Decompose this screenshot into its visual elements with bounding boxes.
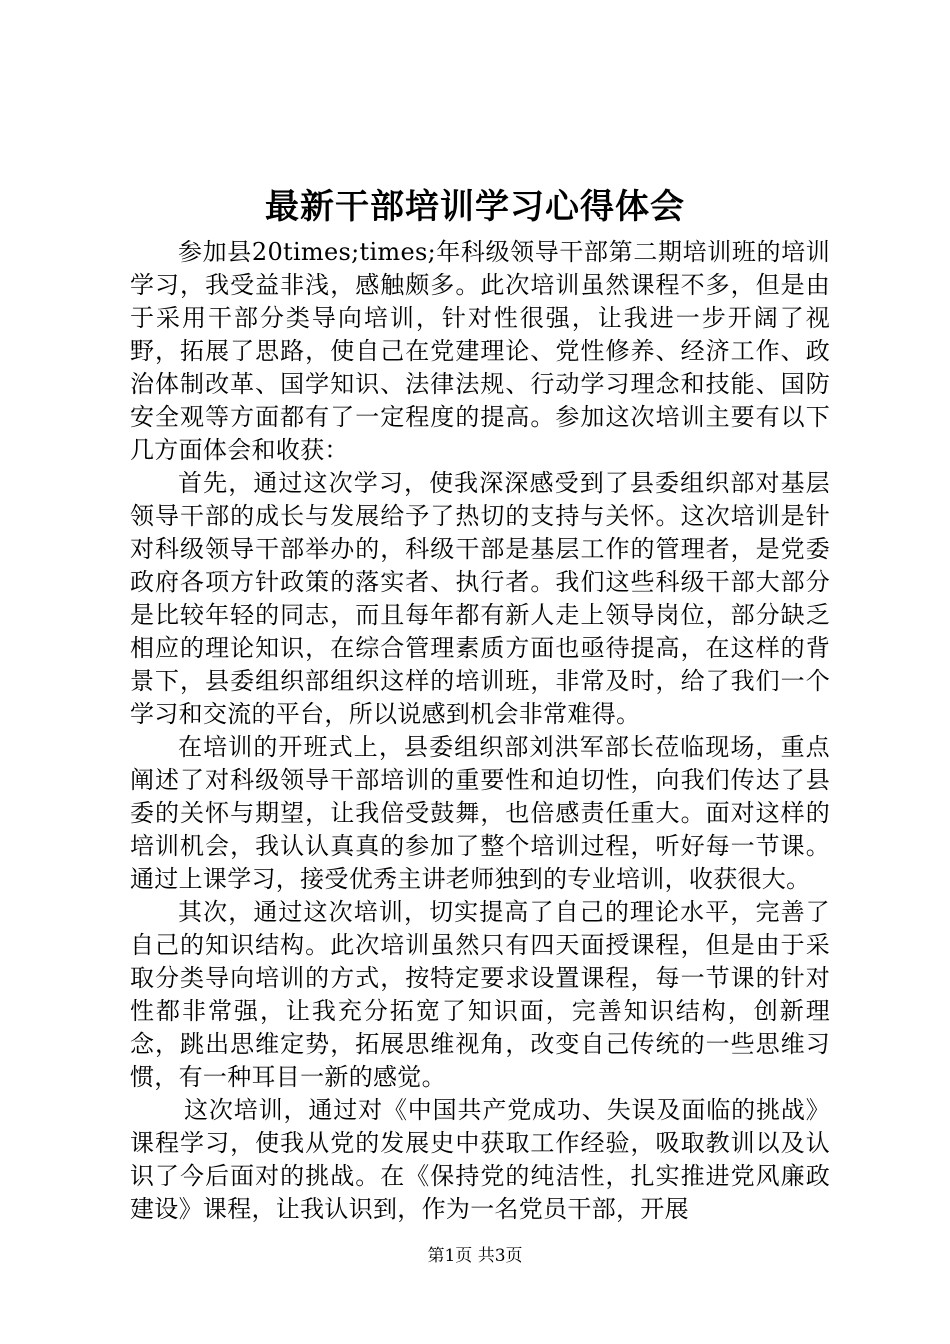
paragraph-4: 其次，通过这次培训，切实提高了自己的理论水平，完善了自己的知识结构。此次培训虽然只有四天面授课程，但是由于采取分类导向培训的方式，按特定要求设置课程，每一节课的针对性都非常强，让我充分拓宽了知识面，完善知识结构，创新理念，跳出思维定势，拓展思维视角，改变自己传统的一些思维习惯，有一种耳目一新的感觉。	[130, 898, 830, 1091]
paragraph-3: 在培训的开班式上，县委组织部刘洪军部长莅临现场，重点阐述了对科级领导干部培训的重要性和迫切性，向我们传达了县委的关怀与期望，让我倍受鼓舞，也倍感责任重大。面对这样的培训机会，我认认真真的参加了整个培训过程，听好每一节课。通过上课学习，接受优秀主讲老师独到的专业培训，收获很大。	[130, 733, 830, 893]
page-number-footer: 第1页 共3页	[427, 1246, 523, 1266]
paragraph-5: 这次培训，通过对《中国共产党成功、失误及面临的挑战》课程学习，使我从党的发展史中获取工作经验，吸取教训以及认识了今后面对的挑战。在《保持党的纯洁性，扎实推进党风廉政建设》课程，让我认识到，作为一名党员干部，开展	[130, 1096, 830, 1223]
document-body	[130, 236, 830, 1226]
paragraph-2: 首先，通过这次学习，使我深深感受到了县委组织部对基层领导干部的成长与发展给予了热切的支持与关怀。这次培训是针对科级领导干部举办的，科级干部是基层工作的管理者，是党委政府各项方针政策的落实者、执行者。我们这些科级干部大部分是比较年轻的同志，而且每年都有新人走上领导岗位，部分缺乏相应的理论知识，在综合管理素质方面也亟待提高，在这样的背景下，县委组织部组织这样的培训班，非常及时，给了我们一个学习和交流的平台，所以说感到机会非常难得。	[130, 469, 830, 728]
document-title: 最新干部培训学习心得体会	[265, 187, 685, 227]
paragraph-1: 参加县20times;times;年科级领导干部第二期培训班的培训学习，我受益非浅，感触颇多。此次培训虽然课程不多，但是由于采用干部分类导向培训，针对性很强，让我进一步开阔了视野，拓展了思路，使自己在党建理论、党性修养、经济工作、政治体制改革、国学知识、法律法规、行动学习理念和技能、国防安全观等方面都有了一定程度的提高。参加这次培训主要有以下几方面体会和收获：	[130, 238, 830, 464]
